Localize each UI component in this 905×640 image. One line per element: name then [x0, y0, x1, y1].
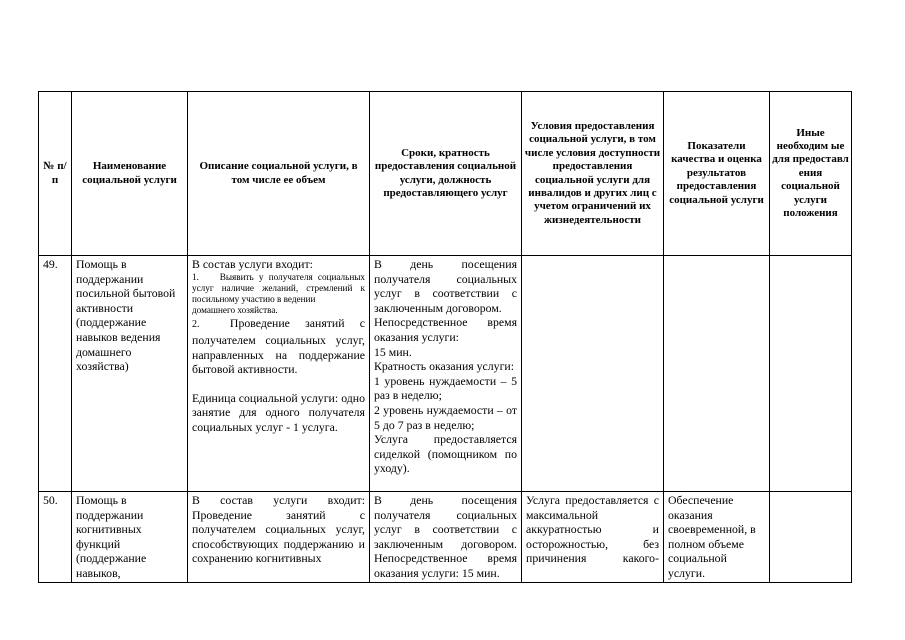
- service-quality: Обеспечение оказания своевременной, в полном объеме социальной услуги.: [664, 492, 770, 583]
- header-quality: Показатели качества и оценка результатов предоставления социальной услуги: [664, 92, 770, 256]
- service-conditions: [522, 256, 664, 492]
- header-terms: Сроки, кратность предоставления социальной услуги, должность предоставляющего услуг: [370, 92, 522, 256]
- description-item-1: 1. Выявить у получателя социальных услуг наличие желаний, стремлений к посильному участию в ведении: [192, 271, 365, 304]
- service-terms: В день посещения получателя социальных услуг в соответствии с заключенным договором. Непосредственное время оказания услуги: 15 мин. Кратность оказания услуги: 1 уровень нуждаемости – 5 раз в неделю; 2 уровень нуждаемости – от 5 до 7 раз в неделю; Услуга предоставляется сиделкой (помощником по уходу).: [370, 256, 522, 492]
- header-num: № п/п: [39, 92, 72, 256]
- service-other: [770, 492, 852, 583]
- service-other: [770, 256, 852, 492]
- description-item-2: 2. Проведение занятий с получателем социальных услуг, направленных на поддержание бытовой активности.: [192, 316, 365, 377]
- row-number: 50.: [39, 492, 72, 583]
- header-other: Иные необходим ые для предоставл ения социальной услуги положения: [770, 92, 852, 256]
- table-row: [39, 492, 852, 583]
- description-item-1-end: домашнего хозяйства.: [192, 305, 278, 316]
- header-conditions: Условия предоставления социальной услуги, в том числе условия доступности предоставления социальной услуги для инвалидов и других лиц с учетом ограничений их жизнедеятельности: [522, 92, 664, 256]
- description-unit: Единица социальной услуги: одно занятие для одного получателя социальных услуг - 1 услуга.: [192, 390, 365, 434]
- header-name: Наименование социальной услуги: [72, 92, 188, 256]
- service-terms: В день посещения получателя социальных услуг в соответствии с заключенным договором. Непосредственное время оказания услуги: 15 мин.: [370, 492, 522, 583]
- service-name: Помощь в поддержании посильной бытовой активности (поддержание навыков ведения домашнего хозяйства): [72, 256, 188, 492]
- table-row: [39, 256, 852, 492]
- service-description: В состав услуги входит: Проведение занятий с получателем социальных услуг, способствующих поддержанию и сохранению когнитивных: [188, 492, 370, 583]
- row-number: 49.: [39, 256, 72, 492]
- service-description: [188, 256, 370, 492]
- table-header-row: [39, 92, 852, 256]
- service-name: Помощь в поддержании когнитивных функций (поддержание навыков,: [72, 492, 188, 583]
- description-intro: В состав услуги входит:: [192, 257, 313, 271]
- service-quality: [664, 256, 770, 492]
- header-description: Описание социальной услуги, в том числе ее объем: [188, 92, 370, 256]
- service-conditions: Услуга предоставляется с максимальной аккуратностью и осторожностью, без причинения какого-: [522, 492, 664, 583]
- social-services-table: [38, 91, 852, 583]
